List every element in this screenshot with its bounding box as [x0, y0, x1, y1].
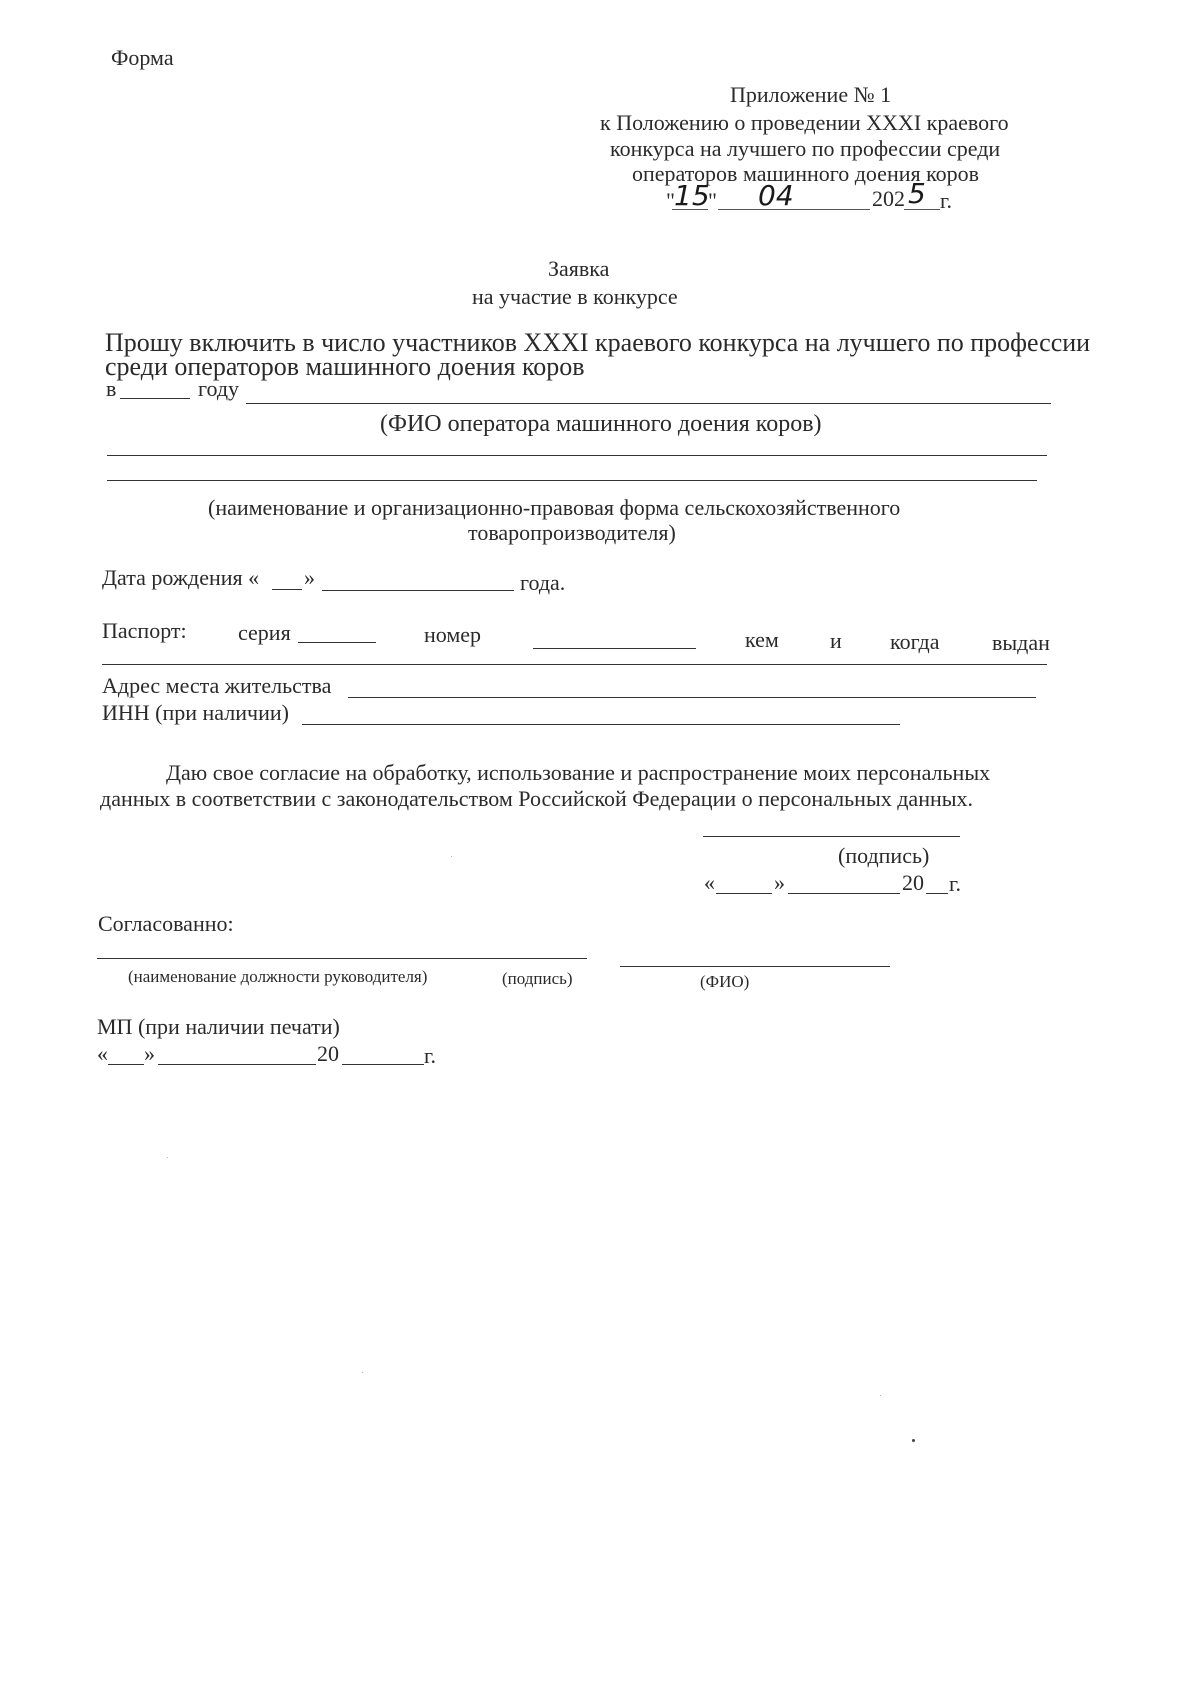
- birth-day-line: [272, 589, 302, 590]
- passport-label: Паспорт:: [102, 618, 187, 643]
- request-year-line: [120, 398, 190, 399]
- passport-number-line: [533, 648, 696, 649]
- appendix-month-line: [718, 209, 870, 210]
- scan-speck: [362, 1372, 363, 1373]
- org-caption-line-2: товаропроизводителя): [468, 520, 676, 545]
- address-line: [348, 697, 1036, 698]
- scan-speck: [167, 1157, 168, 1158]
- request-year-prefix: в: [106, 376, 117, 401]
- org-line-2: [107, 480, 1037, 481]
- appendix-date-month: 04: [758, 179, 794, 212]
- approved-position-caption: (наименование должности руководителя): [128, 967, 428, 986]
- scan-speck: [451, 856, 452, 857]
- signature-date-close: »: [774, 870, 785, 895]
- approved-date-suffix: г.: [424, 1043, 437, 1068]
- fio-caption: (ФИО оператора машинного доения коров): [380, 411, 822, 437]
- scan-speck: [880, 1395, 881, 1396]
- appendix-date-open-quote: ": [666, 188, 675, 213]
- approved-fio-line: [620, 966, 890, 967]
- appendix-date-close-quote: ": [708, 188, 717, 213]
- appendix-date-year-digit: 5: [908, 177, 926, 210]
- passport-word-kogda: когда: [890, 629, 940, 654]
- birth-close-quote: »: [304, 565, 315, 590]
- appendix-year-line: [904, 209, 940, 210]
- approved-signature-caption: (подпись): [502, 969, 573, 988]
- appendix-date-year-prefix: 202: [872, 186, 905, 211]
- approved-date-close: »: [144, 1041, 155, 1066]
- passport-word-kem: кем: [745, 627, 779, 652]
- appendix-day-line: [672, 209, 708, 210]
- form-label: Форма: [111, 45, 174, 70]
- approved-date-open: «: [97, 1041, 108, 1066]
- request-year-word: году: [198, 376, 240, 401]
- appendix-line-4: операторов машинного доения коров: [632, 161, 980, 186]
- fio-line: [246, 403, 1051, 404]
- signature-date-year: 20: [902, 870, 924, 895]
- birth-month-year-line: [322, 590, 514, 591]
- passport-series-label: серия: [238, 620, 291, 645]
- passport-issued-line: [102, 664, 1047, 665]
- title-line-1: Заявка: [548, 256, 610, 281]
- approved-label: Согласованно:: [98, 911, 234, 936]
- approved-position-line: [97, 958, 587, 959]
- passport-word-vydan: выдан: [992, 630, 1050, 655]
- consent-line-1: Даю свое согласие на обработку, использование и распространение моих персональных: [166, 760, 991, 785]
- scan-speck: [912, 1439, 915, 1442]
- appendix-line-1: Приложение № 1: [730, 82, 892, 107]
- appendix-line-2: к Положению о проведении XXXI краевого: [600, 110, 1009, 135]
- org-caption-line-1: (наименование и организационно-правовая форма сельскохозяйственного: [208, 495, 901, 520]
- passport-word-i: и: [830, 628, 842, 653]
- signature-month-line: [788, 893, 900, 894]
- passport-number-label: номер: [424, 622, 482, 647]
- appendix-line-3: конкурса на лучшего по профессии среди: [610, 136, 1001, 161]
- consent-line-2: данных в соответствии с законодательством Российской Федерации о персональных данных.: [100, 786, 974, 811]
- signature-year-line: [926, 893, 948, 894]
- appendix-date-day: 15: [674, 179, 710, 212]
- approved-date-year: 20: [317, 1041, 339, 1066]
- approved-fio-caption: (ФИО): [700, 972, 750, 991]
- signature-line: [703, 836, 960, 837]
- signature-date-suffix: г.: [949, 871, 962, 896]
- inn-label: ИНН (при наличии): [102, 700, 289, 725]
- signature-day-line: [716, 893, 772, 894]
- org-line-1: [107, 455, 1047, 456]
- request-line-2: среди операторов машинного доения коров: [105, 352, 585, 381]
- stamp-label: МП (при наличии печати): [97, 1014, 340, 1039]
- address-label: Адрес места жительства: [102, 673, 332, 698]
- appendix-date-suffix: г.: [940, 188, 953, 213]
- approved-month-line: [158, 1064, 316, 1065]
- approved-day-line: [108, 1064, 144, 1065]
- birth-suffix: года.: [520, 570, 566, 595]
- birth-label: Дата рождения «: [102, 565, 260, 590]
- signature-date-open: «: [704, 870, 715, 895]
- title-line-2: на участие в конкурсе: [472, 284, 678, 309]
- request-line-1: Прошу включить в число участников XXXI краевого конкурса на лучшего по профессии: [105, 328, 1091, 357]
- inn-line: [302, 724, 900, 725]
- signature-caption: (подпись): [838, 843, 930, 868]
- passport-series-line: [298, 642, 376, 643]
- approved-year-line: [342, 1064, 424, 1065]
